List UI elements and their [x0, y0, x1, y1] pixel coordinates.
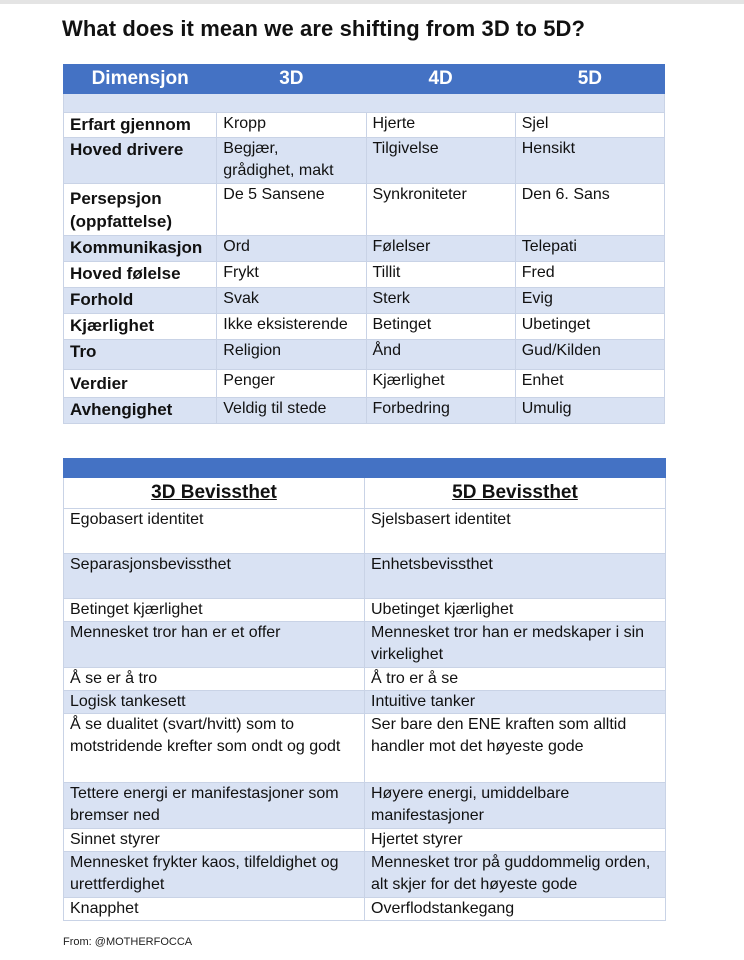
- cell-4d: Tillit: [366, 262, 515, 288]
- cell-3d-awareness: Sinnet styrer: [64, 829, 365, 852]
- cell-3d-awareness: Å se er å tro: [64, 668, 365, 691]
- header-dimension: Dimensjon: [64, 65, 217, 94]
- table-row: [64, 340, 665, 370]
- cell-4d: Ånd: [366, 340, 515, 370]
- header-4d: 4D: [366, 65, 515, 94]
- cell-5d: Hensikt: [515, 138, 664, 184]
- row-label: Forhold: [64, 288, 217, 314]
- table-row: [64, 509, 666, 554]
- cell-3d: Ikke eksisterende: [217, 314, 366, 340]
- cell-5d-awareness: Å tro er å se: [365, 668, 666, 691]
- page-title: What does it mean we are shifting from 3D to 5D?: [62, 16, 586, 41]
- cell-5d-awareness: Mennesket tror han er medskaper i sin virkelighet: [365, 622, 666, 668]
- row-label: Erfart gjennom: [64, 113, 217, 138]
- row-label: Kommunikasjon: [64, 236, 217, 262]
- cell-4d: Hjerte: [366, 113, 515, 138]
- table-row: [64, 622, 666, 668]
- row-label: Avhengighet: [64, 398, 217, 424]
- cell-3d-awareness: Betinget kjærlighet: [64, 599, 365, 622]
- cell-3d-awareness: Å se dualitet (svart/hvitt) som to motstridende krefter som ondt og godt: [64, 714, 365, 783]
- cell-3d: Begjær, grådighet, makt: [217, 138, 366, 184]
- cell-4d: Synkroniteter: [366, 184, 515, 236]
- cell-5d-awareness: Ubetinget kjærlighet: [365, 599, 666, 622]
- cell-3d: Religion: [217, 340, 366, 370]
- cell-3d-awareness: Knapphet: [64, 898, 365, 921]
- table-row: [64, 829, 666, 852]
- cell-5d-awareness: Enhetsbevissthet: [365, 554, 666, 599]
- cell-5d: Telepati: [515, 236, 664, 262]
- awareness-table: [63, 458, 666, 921]
- table-row: [64, 314, 665, 340]
- table-row: [64, 783, 666, 829]
- table-row: [64, 138, 665, 184]
- table-row: [64, 370, 665, 398]
- spacer-row: [64, 94, 665, 113]
- row-label: Persepsjon (oppfattelse): [64, 184, 217, 236]
- table-row: [64, 113, 665, 138]
- table-row: [64, 852, 666, 898]
- header-3d-awareness: 3D Bevissthet: [64, 478, 365, 509]
- header-5d-awareness: 5D Bevissthet: [365, 478, 666, 509]
- top-divider: [0, 0, 744, 4]
- cell-5d-awareness: Hjertet styrer: [365, 829, 666, 852]
- header-3d: 3D: [217, 65, 366, 94]
- table-row: [64, 236, 665, 262]
- table-row: [64, 184, 665, 236]
- row-label: Kjærlighet: [64, 314, 217, 340]
- table-row: [64, 668, 666, 691]
- header-5d: 5D: [515, 65, 664, 94]
- table-row: [64, 554, 666, 599]
- source-credit: From: @MOTHERFOCCA: [63, 936, 193, 948]
- cell-3d: Veldig til stede: [217, 398, 366, 424]
- cell-4d: Forbedring: [366, 398, 515, 424]
- row-label: Hoved følelse: [64, 262, 217, 288]
- cell-3d: De 5 Sansene: [217, 184, 366, 236]
- cell-5d: Gud/Kilden: [515, 340, 664, 370]
- cell-5d: Evig: [515, 288, 664, 314]
- cell-3d: Svak: [217, 288, 366, 314]
- table-row: [64, 398, 665, 424]
- cell-3d-awareness: Tettere energi er manifestasjoner som bremser ned: [64, 783, 365, 829]
- cell-4d: Betinget: [366, 314, 515, 340]
- cell-3d-awareness: Mennesket tror han er et offer: [64, 622, 365, 668]
- cell-5d-awareness: Overflodstankegang: [365, 898, 666, 921]
- cell-5d: Fred: [515, 262, 664, 288]
- cell-4d: Sterk: [366, 288, 515, 314]
- cell-5d: Sjel: [515, 113, 664, 138]
- cell-5d-awareness: Intuitive tanker: [365, 691, 666, 714]
- cell-5d: Umulig: [515, 398, 664, 424]
- cell-3d: Frykt: [217, 262, 366, 288]
- dimensions-table: [63, 64, 665, 424]
- table-row: [64, 262, 665, 288]
- cell-3d-awareness: Separasjonsbevissthet: [64, 554, 365, 599]
- cell-4d: Kjærlighet: [366, 370, 515, 398]
- cell-3d-awareness: Mennesket frykter kaos, tilfeldighet og urettferdighet: [64, 852, 365, 898]
- awareness-header-bar: [64, 459, 666, 478]
- row-label: Tro: [64, 340, 217, 370]
- cell-3d-awareness: Logisk tankesett: [64, 691, 365, 714]
- table-row: [64, 714, 666, 783]
- cell-3d: Kropp: [217, 113, 366, 138]
- table-row: [64, 599, 666, 622]
- dimensions-header-row: [64, 65, 665, 94]
- cell-5d-awareness: Høyere energi, umiddelbare manifestasjoner: [365, 783, 666, 829]
- row-label: Hoved drivere: [64, 138, 217, 184]
- table-row: [64, 288, 665, 314]
- cell-5d: Ubetinget: [515, 314, 664, 340]
- cell-3d-awareness: Egobasert identitet: [64, 509, 365, 554]
- awareness-header-row: [64, 478, 666, 509]
- cell-5d-awareness: Mennesket tror på guddommelig orden, alt skjer for det høyeste gode: [365, 852, 666, 898]
- table-row: [64, 691, 666, 714]
- cell-4d: Følelser: [366, 236, 515, 262]
- cell-5d: Enhet: [515, 370, 664, 398]
- cell-5d-awareness: Ser bare den ENE kraften som alltid handler mot det høyeste gode: [365, 714, 666, 783]
- cell-4d: Tilgivelse: [366, 138, 515, 184]
- cell-5d: Den 6. Sans: [515, 184, 664, 236]
- cell-3d: Ord: [217, 236, 366, 262]
- cell-5d-awareness: Sjelsbasert identitet: [365, 509, 666, 554]
- cell-3d: Penger: [217, 370, 366, 398]
- row-label: Verdier: [64, 370, 217, 398]
- table-row: [64, 898, 666, 921]
